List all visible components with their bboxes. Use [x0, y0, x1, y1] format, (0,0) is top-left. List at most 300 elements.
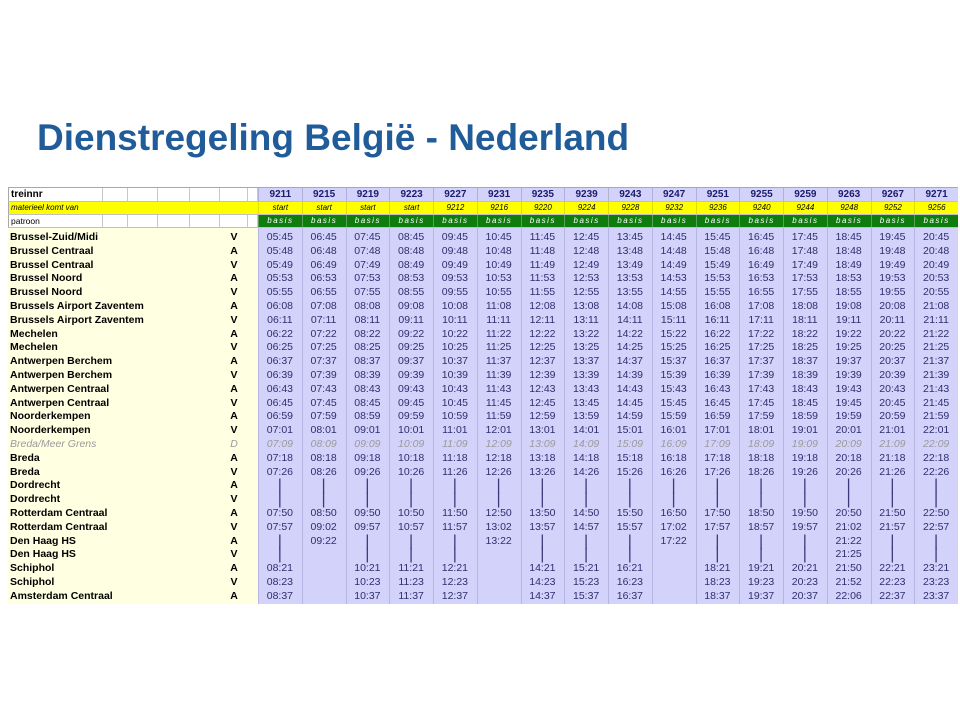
arrival-departure-code: V	[230, 313, 238, 326]
time-cell: 09:48	[441, 244, 469, 257]
time-cell: 18:08	[791, 299, 819, 312]
train-number: 9263	[827, 188, 871, 201]
pass-through-marker: |	[671, 477, 676, 495]
time-cell: 18:26	[747, 465, 775, 478]
time-cell: 16:55	[747, 286, 775, 299]
train-number: 9227	[433, 188, 477, 201]
pass-through-marker: |	[627, 491, 632, 509]
time-cell: 18:53	[835, 272, 862, 285]
time-cell: 15:09	[616, 437, 644, 450]
arrival-departure-code: A	[230, 506, 238, 519]
time-cell: 06:45	[266, 396, 294, 409]
time-cell: 09:57	[354, 520, 381, 533]
empty-cell	[652, 576, 696, 590]
spacer-cell	[248, 355, 258, 369]
time-cell: 19:59	[835, 410, 862, 423]
time-cell: 21:50	[835, 562, 862, 575]
time-cell: 07:43	[310, 382, 337, 395]
pass-through-marker: |	[627, 546, 632, 564]
pattern-value: basis	[696, 215, 740, 227]
time-cell: 07:39	[310, 368, 337, 381]
time-cell: 17:08	[747, 299, 775, 312]
time-cell: 10:39	[441, 368, 469, 381]
time-cell: 12:37	[441, 589, 469, 602]
empty-cell	[302, 576, 346, 590]
arrival-departure-code: A	[230, 382, 238, 395]
empty-cell	[302, 562, 346, 576]
material-origin-value: 9240	[739, 202, 783, 214]
arrival-departure-code: A	[230, 562, 238, 575]
time-cell: 18:01	[747, 424, 775, 437]
time-cell: 10:55	[485, 286, 512, 299]
pass-through-marker: |	[409, 477, 414, 495]
time-cell: 14:48	[660, 244, 687, 257]
time-cell: 19:45	[879, 231, 906, 243]
grid-cell	[103, 188, 128, 201]
spacer-cell	[248, 438, 258, 452]
time-cell: 16:08	[704, 299, 731, 312]
time-cell: 21:26	[879, 465, 906, 478]
time-cell: 07:11	[310, 313, 337, 326]
station-name: Antwerpen Berchem	[10, 355, 113, 368]
grid-cell	[103, 215, 128, 227]
spacer-cell	[248, 410, 258, 424]
pass-through-marker: |	[627, 477, 632, 495]
arrival-departure-code: A	[230, 244, 238, 257]
time-cell: 08:59	[354, 410, 381, 423]
time-cell: 13:50	[529, 506, 556, 519]
time-cell: 13:48	[616, 244, 644, 257]
time-cell: 16:11	[704, 313, 731, 326]
material-origin-value: 9252	[871, 202, 915, 214]
train-number: 9239	[564, 188, 608, 201]
time-cell: 15:22	[660, 327, 687, 340]
time-cell: 12:26	[485, 465, 512, 478]
time-cell: 07:37	[310, 355, 337, 368]
timetable-row	[8, 507, 958, 521]
material-origin-value: 9216	[477, 202, 521, 214]
time-cell: 10:11	[442, 313, 468, 326]
station-name: Noorderkempen	[10, 410, 91, 423]
time-cell: 11:48	[529, 244, 556, 257]
time-cell: 06:48	[310, 244, 337, 257]
time-cell: 22:06	[835, 589, 862, 602]
time-cell: 15:43	[660, 382, 687, 395]
time-cell: 07:25	[310, 341, 337, 354]
arrival-departure-code: A	[230, 299, 238, 312]
time-cell: 18:45	[835, 231, 862, 243]
time-cell: 15:45	[660, 396, 687, 409]
time-cell: 18:37	[704, 589, 731, 602]
time-cell: 15:21	[572, 562, 600, 575]
spacer-cell	[248, 521, 258, 535]
time-cell: 20:21	[791, 562, 819, 575]
train-number: 9231	[477, 188, 521, 201]
pass-through-marker: |	[584, 532, 589, 550]
pass-through-marker: |	[715, 546, 720, 564]
time-cell: 21:37	[922, 355, 950, 368]
time-cell: 08:37	[266, 589, 294, 602]
time-cell: 18:25	[791, 341, 819, 354]
time-cell: 19:37	[747, 589, 775, 602]
time-cell: 11:11	[486, 313, 511, 326]
train-number: 9223	[389, 188, 433, 201]
material-origin-value: 9244	[783, 202, 827, 214]
pass-through-marker: |	[452, 491, 457, 509]
time-cell: 20:26	[835, 465, 862, 478]
time-cell: 20:37	[791, 589, 819, 602]
time-cell: 19:01	[791, 424, 819, 437]
material-origin-value: start	[302, 202, 346, 214]
spacer-cell	[248, 548, 258, 562]
time-cell: 18:45	[791, 396, 819, 409]
time-cell: 20:50	[835, 506, 862, 519]
time-cell: 13:01	[529, 424, 556, 437]
material-origin-value: 9232	[652, 202, 696, 214]
pass-through-marker: |	[540, 546, 545, 564]
pass-through-marker: |	[846, 491, 851, 509]
grid-cell	[128, 215, 158, 227]
time-cell: 09:11	[398, 313, 424, 326]
time-cell: 17:18	[704, 451, 731, 464]
timetable-rows	[8, 231, 958, 604]
pass-through-marker: |	[934, 532, 939, 550]
time-cell: 09:08	[397, 299, 425, 312]
time-cell: 19:39	[835, 368, 862, 381]
pass-through-marker: |	[802, 546, 807, 564]
time-cell: 21:09	[879, 437, 906, 450]
time-cell: 14:11	[617, 313, 643, 326]
time-cell: 13:11	[573, 313, 599, 326]
time-cell: 14:57	[572, 520, 600, 533]
pass-through-marker: |	[540, 477, 545, 495]
station-name: Den Haag HS	[10, 548, 76, 561]
arrival-departure-code: A	[230, 272, 238, 285]
time-cell: 14:26	[572, 465, 600, 478]
time-cell: 22:57	[922, 520, 950, 533]
time-cell: 08:26	[310, 465, 337, 478]
pattern-row	[8, 215, 958, 228]
arrival-departure-code: V	[230, 575, 238, 588]
time-cell: 06:49	[310, 258, 337, 271]
time-cell: 08:08	[354, 299, 381, 312]
time-cell: 10:23	[354, 575, 381, 588]
spacer-cell	[248, 452, 258, 466]
time-cell: 17:53	[791, 272, 819, 285]
time-cell: 14:45	[616, 396, 644, 409]
train-number: 9219	[346, 188, 390, 201]
pass-through-marker: |	[584, 477, 589, 495]
time-cell: 05:45	[266, 231, 294, 243]
pass-through-marker: |	[540, 491, 545, 509]
time-cell: 21:45	[922, 396, 950, 409]
time-cell: 19:37	[835, 355, 862, 368]
train-number: 9267	[871, 188, 915, 201]
time-cell: 20:59	[879, 410, 906, 423]
time-cell: 08:48	[397, 244, 425, 257]
pattern-value: basis	[389, 215, 433, 227]
time-cell: 17:55	[791, 286, 819, 299]
time-cell: 08:09	[310, 437, 337, 450]
time-cell: 11:49	[529, 258, 556, 271]
time-cell: 12:08	[529, 299, 556, 312]
time-cell: 23:23	[922, 575, 950, 588]
empty-cell	[477, 576, 521, 590]
station-name: Brussels Airport Zaventem	[10, 299, 144, 312]
pass-through-marker: |	[584, 546, 589, 564]
spacer-cell	[248, 562, 258, 576]
time-cell: 10:45	[441, 396, 469, 409]
time-cell: 10:48	[485, 244, 512, 257]
time-cell: 14:59	[616, 410, 644, 423]
time-cell: 21:52	[835, 575, 862, 588]
time-cell: 13:43	[572, 382, 600, 395]
arrival-departure-code: A	[230, 534, 238, 547]
time-cell: 11:45	[529, 231, 556, 243]
pattern-value: basis	[258, 215, 302, 227]
time-cell: 20:25	[879, 341, 906, 354]
time-cell: 15:49	[704, 258, 731, 271]
time-cell: 21:02	[835, 520, 862, 533]
pattern-value: basis	[652, 215, 696, 227]
timetable-row	[8, 532, 958, 550]
time-cell: 19:25	[835, 341, 862, 354]
timetable-row	[8, 272, 958, 286]
material-origin-row	[8, 202, 958, 215]
time-cell: 07:49	[354, 258, 381, 271]
time-cell: 09:45	[397, 396, 425, 409]
time-cell: 13:53	[616, 272, 644, 285]
time-cell: 12:48	[572, 244, 600, 257]
pass-through-marker: |	[584, 491, 589, 509]
time-cell: 16:23	[616, 575, 644, 588]
spacer-cell	[248, 300, 258, 314]
timetable-row	[8, 562, 958, 576]
time-cell: 15:26	[616, 465, 644, 478]
station-name: Breda	[10, 451, 40, 464]
time-cell: 19:53	[879, 272, 906, 285]
pass-through-marker: |	[934, 491, 939, 509]
arrival-departure-code: V	[230, 396, 238, 409]
time-cell: 11:26	[442, 465, 468, 478]
time-cell: 20:43	[879, 382, 906, 395]
time-cell: 14:22	[616, 327, 644, 340]
time-cell: 20:55	[922, 286, 950, 299]
time-cell: 15:18	[616, 451, 644, 464]
spacer-cell	[248, 328, 258, 342]
time-cell: 12:49	[572, 258, 600, 271]
material-origin-value: 9256	[914, 202, 958, 214]
page-title: Dienstregeling België - Nederland	[37, 117, 630, 158]
time-cell: 16:48	[747, 244, 775, 257]
station-name: Antwerpen Berchem	[10, 368, 113, 381]
time-cell: 18:09	[747, 437, 775, 450]
time-cell: 11:01	[442, 424, 468, 437]
time-cell: 07:45	[354, 231, 381, 243]
timetable-row	[8, 576, 958, 590]
timetable-row	[8, 231, 958, 245]
time-cell: 16:43	[704, 382, 731, 395]
time-cell: 15:53	[704, 272, 731, 285]
time-cell: 08:11	[354, 313, 381, 326]
empty-cell	[302, 548, 346, 562]
pass-through-marker: |	[671, 491, 676, 509]
time-cell: 17:48	[791, 244, 819, 257]
train-number: 9255	[739, 188, 783, 201]
time-cell: 12:23	[441, 575, 469, 588]
time-cell: 06:59	[266, 410, 294, 423]
time-cell: 17:26	[704, 465, 731, 478]
station-name: Schiphol	[10, 575, 55, 588]
timetable-row	[8, 341, 958, 355]
pass-through-marker: |	[802, 491, 807, 509]
time-cell: 07:57	[266, 520, 294, 533]
time-cell: 15:59	[660, 410, 687, 423]
arrival-departure-code: A	[230, 327, 238, 340]
time-cell: 20:09	[835, 437, 862, 450]
time-cell: 18:49	[835, 258, 862, 271]
time-cell: 09:22	[310, 534, 337, 547]
train-number: 9211	[258, 188, 302, 201]
time-cell: 22:37	[879, 589, 906, 602]
timetable-row	[8, 424, 958, 438]
train-number: 9259	[783, 188, 827, 201]
time-cell: 08:45	[354, 396, 381, 409]
pattern-label: patroon	[8, 215, 103, 227]
time-cell: 20:22	[879, 327, 906, 340]
time-cell: 12:55	[572, 286, 600, 299]
time-cell: 08:43	[354, 382, 381, 395]
time-cell: 15:11	[660, 313, 687, 326]
time-cell: 23:21	[922, 562, 950, 575]
pass-through-marker: |	[277, 532, 282, 550]
time-cell: 12:50	[485, 506, 512, 519]
station-name: Breda	[10, 465, 40, 478]
time-cell: 09:39	[397, 368, 425, 381]
time-cell: 06:11	[267, 313, 293, 326]
time-cell: 07:55	[354, 286, 381, 299]
arrival-departure-code: A	[230, 589, 238, 602]
time-cell: 21:11	[923, 313, 949, 326]
time-cell: 16:53	[747, 272, 775, 285]
time-cell: 14:45	[660, 231, 687, 243]
time-cell: 18:39	[791, 368, 819, 381]
time-cell: 18:50	[747, 506, 775, 519]
time-cell: 12:22	[529, 327, 556, 340]
pass-through-marker: |	[759, 546, 764, 564]
time-cell: 14:43	[616, 382, 644, 395]
time-cell: 10:59	[441, 410, 469, 423]
spacer-cell	[248, 314, 258, 328]
time-cell: 11:50	[442, 506, 468, 519]
time-cell: 10:22	[441, 327, 469, 340]
time-cell: 07:48	[354, 244, 381, 257]
time-cell: 08:25	[354, 341, 381, 354]
station-name: Antwerpen Centraal	[10, 382, 110, 395]
timetable-row	[8, 590, 958, 604]
time-cell: 08:22	[354, 327, 381, 340]
time-cell: 11:25	[485, 341, 512, 354]
time-cell: 18:21	[704, 562, 731, 575]
time-cell: 13:08	[572, 299, 600, 312]
station-name: Amsterdam Centraal	[10, 589, 113, 602]
time-cell: 08:45	[397, 231, 425, 243]
time-cell: 17:37	[747, 355, 775, 368]
time-cell: 18:57	[747, 520, 775, 533]
time-cell: 07:53	[354, 272, 381, 285]
time-cell: 20:39	[879, 368, 906, 381]
pattern-value: basis	[739, 215, 783, 227]
time-cell: 18:18	[747, 451, 775, 464]
time-cell: 16:21	[616, 562, 644, 575]
pass-through-marker: |	[365, 491, 370, 509]
timetable-row	[8, 479, 958, 493]
time-cell: 09:37	[397, 355, 425, 368]
time-cell: 17:49	[791, 258, 819, 271]
time-cell: 14:53	[660, 272, 687, 285]
time-cell: 11:45	[485, 396, 512, 409]
arrival-departure-code: V	[230, 548, 238, 561]
train-number-label: treinnr	[8, 188, 103, 201]
time-cell: 11:57	[442, 520, 468, 533]
material-origin-value: 9212	[433, 202, 477, 214]
arrival-departure-code: V	[230, 258, 238, 271]
time-cell: 15:48	[704, 244, 731, 257]
timetable-row	[8, 438, 958, 452]
time-cell: 06:39	[266, 368, 294, 381]
time-cell: 22:23	[879, 575, 906, 588]
time-cell: 06:22	[266, 327, 294, 340]
arrival-departure-code: V	[230, 465, 238, 478]
time-cell: 14:55	[660, 286, 687, 299]
material-origin-value: start	[389, 202, 433, 214]
train-number: 9215	[302, 188, 346, 201]
time-cell: 16:01	[660, 424, 687, 437]
time-cell: 16:26	[660, 465, 687, 478]
arrival-departure-code: V	[230, 341, 238, 354]
train-number: 9271	[914, 188, 958, 201]
timetable-row	[8, 300, 958, 314]
time-cell: 05:49	[266, 258, 294, 271]
pattern-value: basis	[914, 215, 958, 227]
time-cell: 09:53	[441, 272, 469, 285]
empty-cell	[477, 548, 521, 562]
time-cell: 17:25	[747, 341, 775, 354]
spacer-cell	[248, 369, 258, 383]
spacer-cell	[248, 590, 258, 604]
station-name: Schiphol	[10, 562, 55, 575]
grid-cell	[190, 188, 220, 201]
time-cell: 11:08	[485, 299, 512, 312]
empty-cell	[652, 562, 696, 576]
time-cell: 17:57	[704, 520, 731, 533]
time-cell: 17:22	[660, 534, 687, 547]
time-cell: 19:45	[835, 396, 862, 409]
time-cell: 13:57	[529, 520, 556, 533]
time-cell: 13:37	[572, 355, 600, 368]
time-cell: 15:01	[616, 424, 644, 437]
arrival-departure-code: V	[230, 286, 238, 299]
time-cell: 06:37	[266, 355, 294, 368]
time-cell: 21:18	[879, 451, 906, 464]
time-cell: 20:45	[879, 396, 906, 409]
time-cell: 16:25	[704, 341, 731, 354]
timetable-row	[8, 466, 958, 480]
time-cell: 15:08	[660, 299, 687, 312]
pass-through-marker: |	[365, 546, 370, 564]
time-cell: 21:25	[835, 548, 862, 561]
station-name: Mechelen	[10, 341, 58, 354]
